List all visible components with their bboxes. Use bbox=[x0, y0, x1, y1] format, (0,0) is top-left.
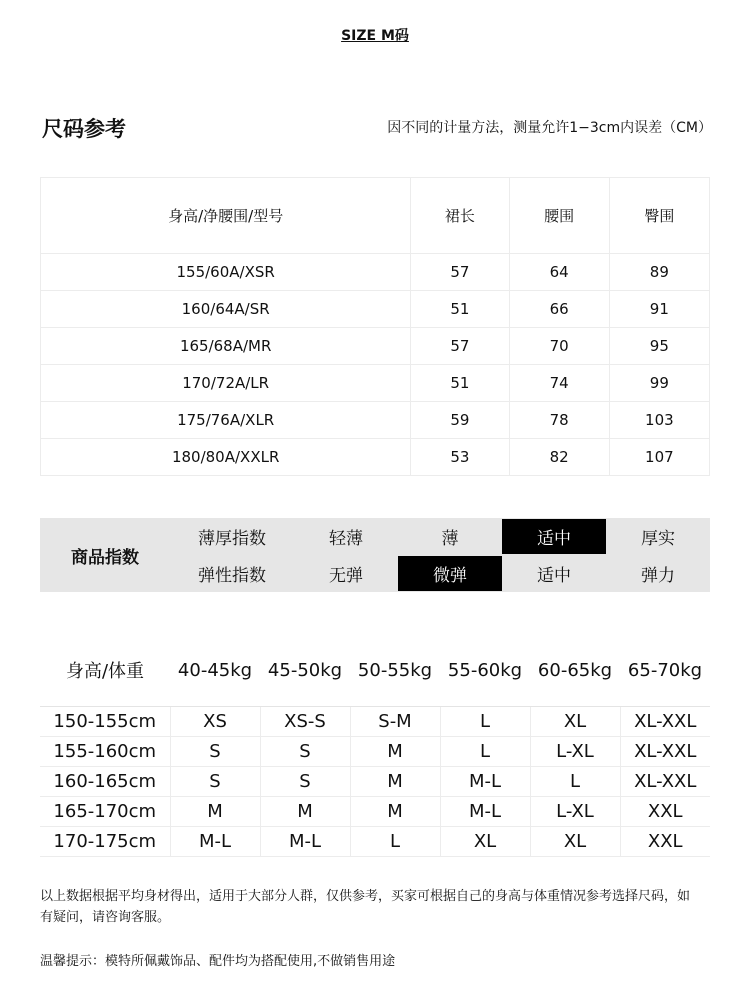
table-cell: L bbox=[440, 737, 530, 767]
table-cell: XL bbox=[530, 707, 620, 737]
table-cell: L bbox=[350, 827, 440, 857]
table-cell: 99 bbox=[609, 365, 709, 402]
table-cell: 53 bbox=[411, 439, 509, 476]
table-row bbox=[40, 827, 710, 857]
table-cell: L-XL bbox=[530, 797, 620, 827]
index-option: 薄 bbox=[441, 529, 459, 549]
table-cell: M bbox=[170, 797, 260, 827]
table-cell: 175/76A/XLR bbox=[41, 402, 411, 439]
table-cell: L-XL bbox=[530, 737, 620, 767]
product-index-label: 商品指数 bbox=[71, 547, 139, 568]
table-cell: L bbox=[440, 707, 530, 737]
table-cell: M-L bbox=[440, 767, 530, 797]
index-option: 适中 bbox=[537, 566, 571, 586]
table-cell: XL bbox=[530, 827, 620, 857]
hw-header: 40-45kg bbox=[170, 648, 260, 707]
table-cell: 107 bbox=[609, 439, 709, 476]
table-cell: M bbox=[350, 767, 440, 797]
hw-header: 55-60kg bbox=[440, 648, 530, 707]
hw-header: 60-65kg bbox=[530, 648, 620, 707]
index-option: 微弹 bbox=[398, 556, 502, 591]
table-row bbox=[41, 365, 710, 402]
table-cell: 51 bbox=[411, 291, 509, 328]
table-cell: XS-S bbox=[260, 707, 350, 737]
table-cell: XL-XXL bbox=[620, 707, 710, 737]
table-cell: 170/72A/LR bbox=[41, 365, 411, 402]
size-chart-header: 身高/净腰围/型号 bbox=[41, 178, 411, 254]
table-cell: 74 bbox=[509, 365, 609, 402]
index-name: 弹性指数 bbox=[198, 566, 266, 586]
index-name: 薄厚指数 bbox=[198, 529, 266, 549]
table-cell: S-M bbox=[350, 707, 440, 737]
table-cell: XL-XXL bbox=[620, 737, 710, 767]
table-cell: 70 bbox=[509, 328, 609, 365]
table-cell: 66 bbox=[509, 291, 609, 328]
accessory-tip: 温馨提示：模特所佩戴饰品、配件均为搭配使用,不做销售用途 bbox=[40, 954, 396, 969]
index-option: 弹力 bbox=[641, 566, 675, 586]
table-row bbox=[41, 328, 710, 365]
table-cell: S bbox=[170, 737, 260, 767]
table-cell: 160/64A/SR bbox=[41, 291, 411, 328]
table-cell: XS bbox=[170, 707, 260, 737]
table-row bbox=[41, 439, 710, 476]
table-cell: S bbox=[260, 737, 350, 767]
table-row bbox=[40, 767, 710, 797]
size-chart-header: 臀围 bbox=[609, 178, 709, 254]
height-weight-header-row bbox=[40, 648, 710, 707]
table-row bbox=[41, 402, 710, 439]
table-cell: XL bbox=[440, 827, 530, 857]
table-cell: L bbox=[530, 767, 620, 797]
table-cell: 155-160cm bbox=[40, 737, 170, 767]
index-option: 厚实 bbox=[641, 529, 675, 549]
size-guide-note: 以上数据根据平均身材得出，适用于大部分人群，仅供参考，买家可根据自己的身高与体重情况参考选择尺码，如有疑问，请咨询客服。 bbox=[40, 889, 691, 925]
size-chart-table bbox=[40, 177, 710, 476]
size-title-text: SIZE M码 bbox=[341, 28, 409, 44]
table-cell: 51 bbox=[411, 365, 509, 402]
table-cell: S bbox=[260, 767, 350, 797]
table-row bbox=[41, 254, 710, 291]
table-cell: 170-175cm bbox=[40, 827, 170, 857]
table-cell: 160-165cm bbox=[40, 767, 170, 797]
elasticity-index-row bbox=[170, 555, 710, 592]
thickness-index-row bbox=[170, 518, 710, 555]
hw-header: 50-55kg bbox=[350, 648, 440, 707]
measurement-note: 因不同的计量方法，测量允许1−3cm内误差（CM） bbox=[387, 120, 712, 136]
table-cell: M-L bbox=[170, 827, 260, 857]
table-cell: 155/60A/XSR bbox=[41, 254, 411, 291]
hw-header: 身高/体重 bbox=[40, 648, 170, 707]
hw-header: 45-50kg bbox=[260, 648, 350, 707]
table-cell: 89 bbox=[609, 254, 709, 291]
index-option: 无弹 bbox=[329, 566, 363, 586]
table-cell: S bbox=[170, 767, 260, 797]
table-cell: M-L bbox=[260, 827, 350, 857]
height-weight-table bbox=[40, 648, 710, 857]
table-row bbox=[40, 707, 710, 737]
table-cell: 95 bbox=[609, 328, 709, 365]
table-cell: XXL bbox=[620, 827, 710, 857]
product-index bbox=[40, 518, 710, 592]
table-cell: 78 bbox=[509, 402, 609, 439]
table-cell: 150-155cm bbox=[40, 707, 170, 737]
size-chart-header-row bbox=[41, 178, 710, 254]
table-cell: 165/68A/MR bbox=[41, 328, 411, 365]
table-row bbox=[40, 797, 710, 827]
table-cell: 91 bbox=[609, 291, 709, 328]
table-cell: 57 bbox=[411, 254, 509, 291]
table-cell: XL-XXL bbox=[620, 767, 710, 797]
table-cell: XXL bbox=[620, 797, 710, 827]
section-title: 尺码参考 bbox=[42, 117, 126, 141]
table-cell: M bbox=[350, 737, 440, 767]
table-row bbox=[40, 737, 710, 767]
table-cell: 64 bbox=[509, 254, 609, 291]
index-option: 适中 bbox=[502, 519, 606, 554]
table-cell: M bbox=[260, 797, 350, 827]
table-cell: 103 bbox=[609, 402, 709, 439]
table-cell: M-L bbox=[440, 797, 530, 827]
table-cell: 165-170cm bbox=[40, 797, 170, 827]
size-chart-header: 裙长 bbox=[411, 178, 509, 254]
table-cell: 57 bbox=[411, 328, 509, 365]
table-cell: M bbox=[350, 797, 440, 827]
table-row bbox=[41, 291, 710, 328]
table-cell: 82 bbox=[509, 439, 609, 476]
table-cell: 59 bbox=[411, 402, 509, 439]
size-title bbox=[0, 25, 750, 45]
size-chart-header: 腰围 bbox=[509, 178, 609, 254]
table-cell: 180/80A/XXLR bbox=[41, 439, 411, 476]
index-option: 轻薄 bbox=[329, 529, 363, 549]
hw-header: 65-70kg bbox=[620, 648, 710, 707]
